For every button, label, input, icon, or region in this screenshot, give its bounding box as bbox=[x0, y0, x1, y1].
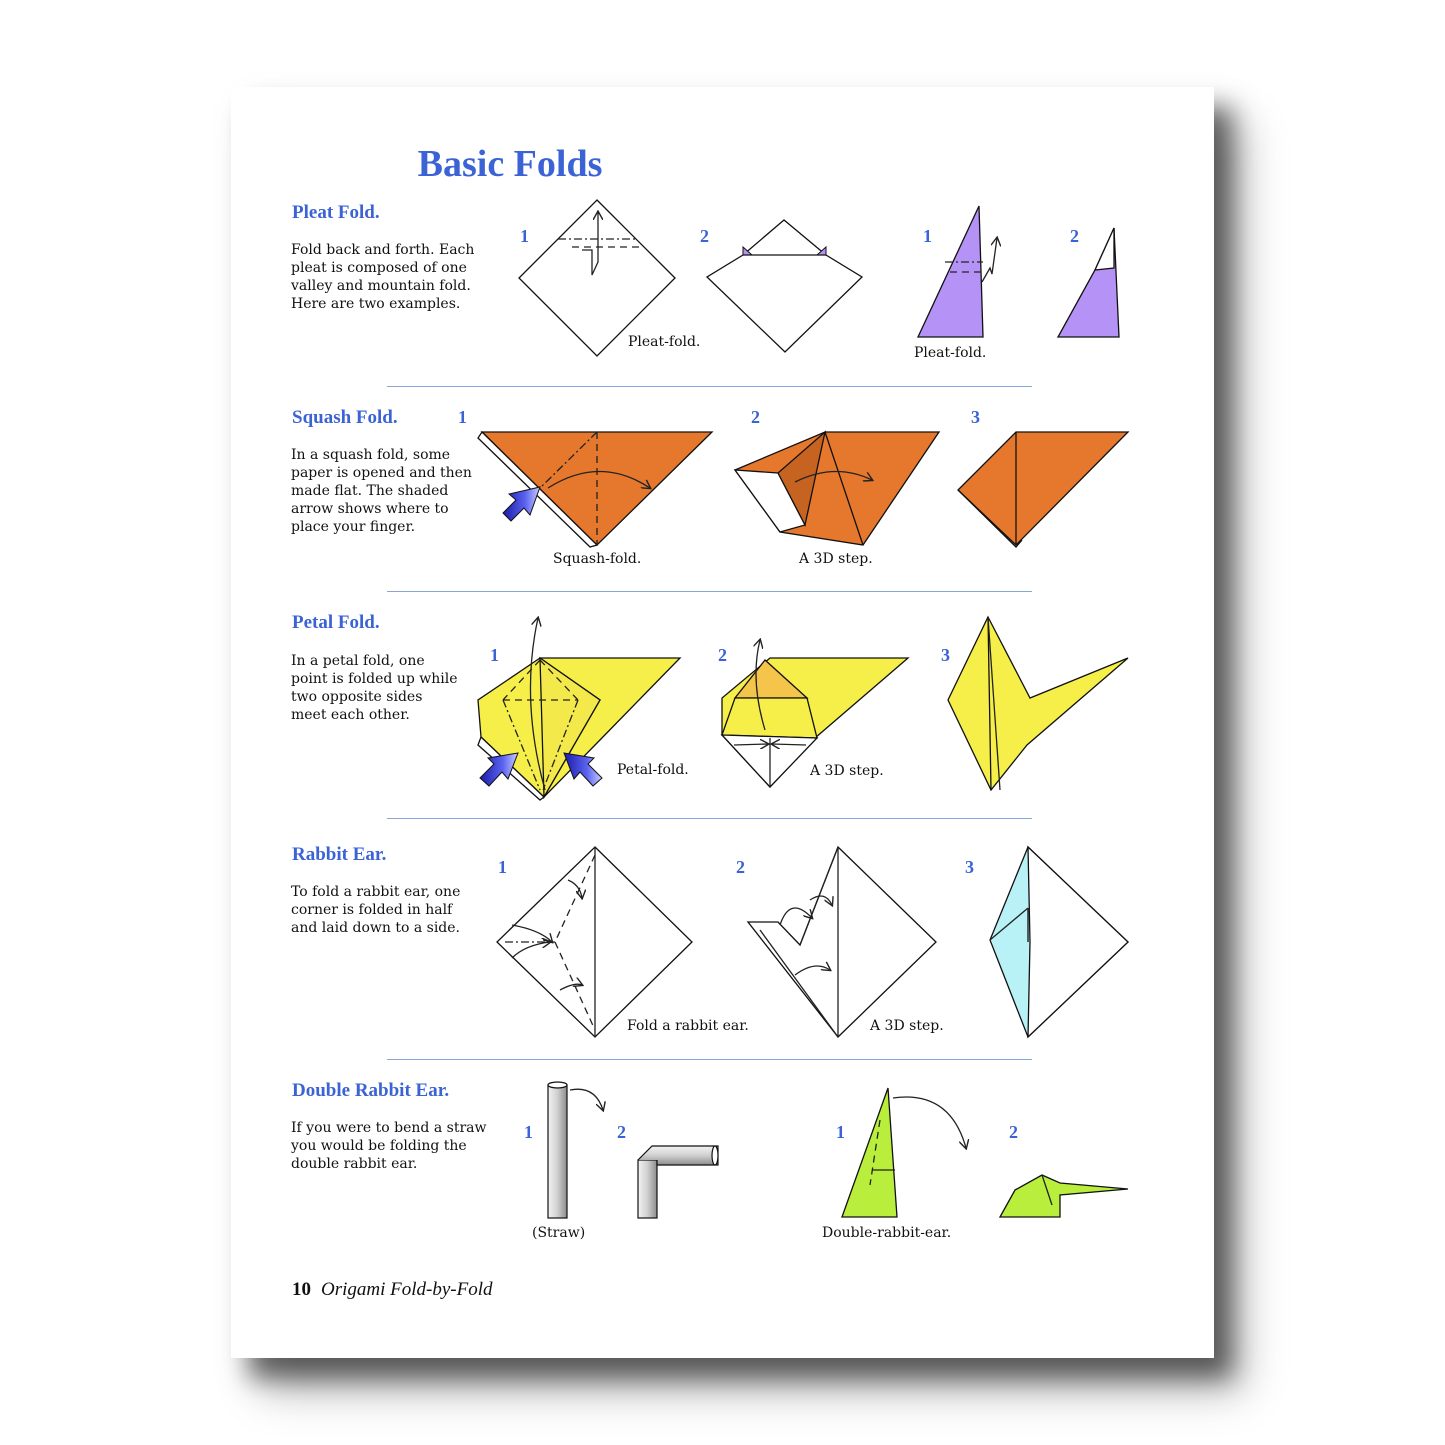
step-number: 2 bbox=[751, 407, 760, 427]
step-caption: A 3D step. bbox=[799, 551, 873, 567]
push-arrow-icon bbox=[503, 487, 540, 521]
book-title: Origami Fold-by-Fold bbox=[321, 1279, 493, 1300]
petal-square-diagram-step3 bbox=[948, 617, 1128, 790]
step-number: 2 bbox=[617, 1122, 626, 1142]
step-number: 1 bbox=[490, 645, 499, 665]
double-rabbit-ear-diagram-step1 bbox=[842, 1088, 966, 1217]
step-number: 1 bbox=[520, 226, 529, 246]
pleat-square-diagram-step2 bbox=[707, 220, 862, 352]
step-number: 3 bbox=[965, 857, 974, 877]
section-divider bbox=[387, 591, 1032, 592]
step-number: 3 bbox=[941, 645, 950, 665]
section-description-petal: In a petal fold, one point is folded up while two opposite sides meet each other. bbox=[291, 653, 458, 723]
page-title: Basic Folds bbox=[417, 143, 603, 185]
page-number: 10 bbox=[292, 1279, 311, 1300]
pleat-point-diagram-step2 bbox=[1058, 228, 1119, 337]
step-caption: Pleat-fold. bbox=[914, 345, 987, 361]
step-caption: (Straw) bbox=[532, 1225, 586, 1241]
step-number: 3 bbox=[971, 407, 980, 427]
step-number: 1 bbox=[458, 407, 467, 427]
step-caption: Squash-fold. bbox=[553, 551, 642, 567]
section-description-pleat: Fold back and forth. Each pleat is composed of one valley and mountain fold. Here are two examples. bbox=[291, 242, 475, 312]
step-caption: Petal-fold. bbox=[617, 762, 689, 778]
section-divider bbox=[387, 818, 1032, 819]
rabbit-ear-diagram-step3 bbox=[990, 847, 1128, 1037]
section-heading-squash: Squash Fold. bbox=[292, 407, 398, 428]
section-heading-petal: Petal Fold. bbox=[292, 612, 380, 633]
step-number: 2 bbox=[700, 226, 709, 246]
squash-triangle-diagram-step1 bbox=[478, 432, 712, 547]
rabbit-ear-diagram-step1 bbox=[497, 847, 692, 1037]
section-heading-rabbit-ear: Rabbit Ear. bbox=[292, 844, 387, 865]
straw-diagram-step1 bbox=[548, 1082, 603, 1218]
squash-triangle-diagram-step2 bbox=[735, 432, 939, 545]
step-number: 2 bbox=[1009, 1122, 1018, 1142]
section-description-squash: In a squash fold, some paper is opened and then made flat. The shaded arrow shows where to place your finger. bbox=[291, 447, 472, 535]
step-caption: A 3D step. bbox=[810, 763, 884, 779]
step-number: 2 bbox=[1070, 226, 1079, 246]
step-number: 2 bbox=[718, 645, 727, 665]
step-number: 1 bbox=[524, 1122, 533, 1142]
step-number: 1 bbox=[923, 226, 932, 246]
step-caption: A 3D step. bbox=[870, 1018, 944, 1034]
section-heading-double-rabbit-ear: Double Rabbit Ear. bbox=[292, 1080, 450, 1101]
step-number: 2 bbox=[736, 857, 745, 877]
section-divider bbox=[387, 386, 1032, 387]
step-number: 1 bbox=[498, 857, 507, 877]
pleat-square-diagram-step1 bbox=[519, 200, 675, 356]
section-heading-pleat: Pleat Fold. bbox=[292, 202, 380, 223]
double-rabbit-ear-diagram-step2 bbox=[1000, 1175, 1128, 1217]
rabbit-ear-diagram-step2 bbox=[748, 847, 936, 1037]
step-caption: Pleat-fold. bbox=[628, 334, 701, 350]
section-description-rabbit-ear: To fold a rabbit ear, one corner is folded in half and laid down to a side. bbox=[291, 884, 461, 936]
section-divider bbox=[387, 1059, 1032, 1060]
straw-diagram-step2 bbox=[638, 1146, 718, 1218]
page-footer bbox=[292, 1278, 493, 1301]
squash-triangle-diagram-step3 bbox=[958, 432, 1128, 547]
step-caption: Double-rabbit-ear. bbox=[822, 1225, 952, 1241]
step-caption: Fold a rabbit ear. bbox=[627, 1018, 749, 1034]
step-number: 1 bbox=[836, 1122, 845, 1142]
section-description-double-rabbit-ear: If you were to bend a straw you would be folding the double rabbit ear. bbox=[291, 1120, 487, 1172]
